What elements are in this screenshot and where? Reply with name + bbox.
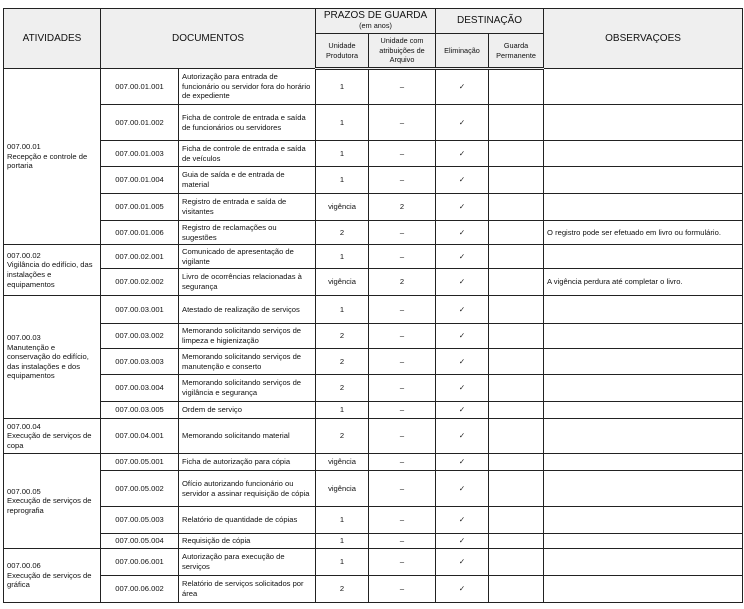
table-row — [4, 194, 743, 221]
unidade-produtora-value: vigência — [316, 194, 369, 221]
eliminacao-check: ✓ — [436, 141, 489, 167]
retention-table — [3, 8, 743, 603]
document-description: Ordem de serviço — [179, 402, 316, 419]
unidade-arquivo-value: – — [369, 245, 436, 269]
unidade-produtora-value: 2 — [316, 419, 369, 454]
eliminacao-check: ✓ — [436, 296, 489, 324]
eliminacao-check: ✓ — [436, 419, 489, 454]
table-row — [4, 349, 743, 375]
unidade-produtora-value: 1 — [316, 296, 369, 324]
document-description: Ficha de controle de entrada e saída de funcionários ou servidores — [179, 105, 316, 141]
table-row — [4, 245, 743, 269]
unidade-arquivo-value: – — [369, 375, 436, 402]
document-code: 007.00.01.006 — [101, 221, 179, 245]
unidade-produtora-value: vigência — [316, 471, 369, 507]
document-description: Memorando solicitando serviços de limpeza e higienização — [179, 324, 316, 349]
header-destinacao: DESTINAÇÃO — [436, 9, 544, 34]
guarda-permanente-value — [489, 324, 544, 349]
document-code: 007.00.03.003 — [101, 349, 179, 375]
unidade-produtora-value: 1 — [316, 69, 369, 105]
observacao — [544, 69, 743, 105]
document-description: Registro de reclamações ou sugestões — [179, 221, 316, 245]
document-description: Relatório de serviços solicitados por área — [179, 576, 316, 603]
table-row — [4, 141, 743, 167]
prazos-subtitle: (em anos) — [359, 21, 392, 30]
eliminacao-check: ✓ — [436, 402, 489, 419]
observacao — [544, 167, 743, 194]
guarda-permanente-value — [489, 375, 544, 402]
document-code: 007.00.03.002 — [101, 324, 179, 349]
eliminacao-check: ✓ — [436, 576, 489, 603]
observacao — [544, 471, 743, 507]
eliminacao-check: ✓ — [436, 471, 489, 507]
table-row — [4, 105, 743, 141]
table-body — [4, 69, 743, 603]
document-code: 007.00.01.001 — [101, 69, 179, 105]
unidade-arquivo-value: – — [369, 402, 436, 419]
activity-code: 007.00.03 — [7, 333, 41, 343]
unidade-produtora-value: 2 — [316, 375, 369, 402]
unidade-produtora-value: 1 — [316, 105, 369, 141]
activity-name: Execução de serviços de reprografia — [7, 496, 92, 515]
document-code: 007.00.04.001 — [101, 419, 179, 454]
eliminacao-check: ✓ — [436, 549, 489, 576]
table-row — [4, 375, 743, 402]
observacao — [544, 324, 743, 349]
eliminacao-check: ✓ — [436, 69, 489, 105]
activity-cell — [4, 69, 101, 245]
unidade-arquivo-value: – — [369, 324, 436, 349]
eliminacao-check: ✓ — [436, 245, 489, 269]
unidade-arquivo-value: – — [369, 105, 436, 141]
activity-cell — [4, 296, 101, 419]
activity-code: 007.00.05 — [7, 486, 41, 496]
activity-name: Vigilância do edifício, das instalações e equipamentos — [7, 260, 93, 289]
unidade-produtora-value: vigência — [316, 269, 369, 296]
header-guarda-permanente: Guarda Permanente — [489, 34, 544, 69]
activity-code: 007.00.04 — [7, 421, 41, 431]
document-description: Autorização para entrada de funcionário ou servidor fora do horário de expediente — [179, 69, 316, 105]
table-row — [4, 324, 743, 349]
guarda-permanente-value — [489, 507, 544, 534]
eliminacao-check: ✓ — [436, 194, 489, 221]
guarda-permanente-value — [489, 471, 544, 507]
eliminacao-check: ✓ — [436, 269, 489, 296]
table-row — [4, 221, 743, 245]
document-code: 007.00.05.001 — [101, 454, 179, 471]
eliminacao-check: ✓ — [436, 454, 489, 471]
table-row — [4, 69, 743, 105]
unidade-arquivo-value: – — [369, 454, 436, 471]
unidade-produtora-value: vigência — [316, 454, 369, 471]
eliminacao-check: ✓ — [436, 324, 489, 349]
unidade-arquivo-value: – — [369, 349, 436, 375]
guarda-permanente-value — [489, 349, 544, 375]
observacao — [544, 349, 743, 375]
unidade-produtora-value: 1 — [316, 167, 369, 194]
eliminacao-check: ✓ — [436, 349, 489, 375]
document-code: 007.00.02.001 — [101, 245, 179, 269]
unidade-arquivo-value: – — [369, 549, 436, 576]
activity-cell — [4, 549, 101, 603]
unidade-arquivo-value: – — [369, 419, 436, 454]
observacao — [544, 534, 743, 549]
header-unidade-arquivo: Unidade com atribuições de Arquivo — [369, 34, 436, 69]
unidade-produtora-value: 2 — [316, 576, 369, 603]
document-description: Comunicado de apresentação de vigilante — [179, 245, 316, 269]
activity-name: Execução de serviços de gráfica — [7, 570, 92, 590]
guarda-permanente-value — [489, 454, 544, 471]
guarda-permanente-value — [489, 194, 544, 221]
document-code: 007.00.03.005 — [101, 402, 179, 419]
observacao — [544, 507, 743, 534]
unidade-arquivo-value: 2 — [369, 194, 436, 221]
document-description: Registro de entrada e saída de visitantes — [179, 194, 316, 221]
unidade-produtora-value: 1 — [316, 549, 369, 576]
header-observacoes: OBSERVAÇOES — [544, 9, 743, 69]
document-code: 007.00.02.002 — [101, 269, 179, 296]
table-row — [4, 296, 743, 324]
unidade-arquivo-value: – — [369, 471, 436, 507]
document-code: 007.00.03.004 — [101, 375, 179, 402]
unidade-arquivo-value: – — [369, 69, 436, 105]
activity-cell — [4, 419, 101, 454]
guarda-permanente-value — [489, 576, 544, 603]
unidade-arquivo-value: – — [369, 167, 436, 194]
eliminacao-check: ✓ — [436, 221, 489, 245]
document-description: Relatório de quantidade de cópias — [179, 507, 316, 534]
activity-cell — [4, 245, 101, 296]
unidade-produtora-value: 2 — [316, 349, 369, 375]
document-code: 007.00.05.004 — [101, 534, 179, 549]
observacao — [544, 419, 743, 454]
table-row — [4, 576, 743, 603]
document-code: 007.00.05.002 — [101, 471, 179, 507]
unidade-arquivo-value: 2 — [369, 269, 436, 296]
guarda-permanente-value — [489, 105, 544, 141]
eliminacao-check: ✓ — [436, 167, 489, 194]
table-row — [4, 534, 743, 549]
activity-name: Recepção e controle de portaria — [7, 151, 88, 171]
eliminacao-check: ✓ — [436, 375, 489, 402]
unidade-arquivo-value: – — [369, 141, 436, 167]
document-description: Requisição de cópia — [179, 534, 316, 549]
guarda-permanente-value — [489, 269, 544, 296]
document-code: 007.00.05.003 — [101, 507, 179, 534]
unidade-produtora-value: 1 — [316, 245, 369, 269]
unidade-arquivo-value: – — [369, 507, 436, 534]
guarda-permanente-value — [489, 534, 544, 549]
header-unidade-produtora: Unidade Produtora — [316, 34, 369, 69]
unidade-produtora-value: 2 — [316, 221, 369, 245]
observacao — [544, 105, 743, 141]
table-row — [4, 419, 743, 454]
unidade-produtora-value: 1 — [316, 534, 369, 549]
unidade-arquivo-value: – — [369, 296, 436, 324]
guarda-permanente-value — [489, 549, 544, 576]
unidade-arquivo-value: – — [369, 534, 436, 549]
unidade-produtora-value: 1 — [316, 507, 369, 534]
guarda-permanente-value — [489, 296, 544, 324]
document-description: Memorando solicitando serviços de manutenção e conserto — [179, 349, 316, 375]
activity-code: 007.00.02 — [7, 250, 41, 260]
prazos-title: PRAZOS DE GUARDA — [323, 10, 428, 22]
observacao — [544, 549, 743, 576]
table-row — [4, 507, 743, 534]
table-row — [4, 269, 743, 296]
guarda-permanente-value — [489, 245, 544, 269]
observacao — [544, 402, 743, 419]
unidade-produtora-value: 1 — [316, 402, 369, 419]
activity-name: Execução de serviços de copa — [7, 431, 92, 450]
unidade-arquivo-value: – — [369, 576, 436, 603]
document-description: Autorização para execução de serviços — [179, 549, 316, 576]
header-atividades: ATIVIDADES — [4, 9, 101, 69]
document-code: 007.00.01.003 — [101, 141, 179, 167]
table-row — [4, 471, 743, 507]
header-prazos — [316, 9, 436, 34]
document-description: Memorando solicitando material — [179, 419, 316, 454]
observacao: O registro pode ser efetuado em livro ou formulário. — [544, 221, 743, 245]
header-documentos: DOCUMENTOS — [101, 9, 316, 69]
guarda-permanente-value — [489, 141, 544, 167]
document-description: Ficha de autorização para cópia — [179, 454, 316, 471]
eliminacao-check: ✓ — [436, 507, 489, 534]
table-row — [4, 167, 743, 194]
document-code: 007.00.01.002 — [101, 105, 179, 141]
activity-code: 007.00.06 — [7, 561, 41, 571]
table-row — [4, 549, 743, 576]
unidade-produtora-value: 2 — [316, 324, 369, 349]
header-eliminacao: Eliminação — [436, 34, 489, 69]
document-code: 007.00.01.004 — [101, 167, 179, 194]
document-description: Memorando solicitando serviços de vigilância e segurança — [179, 375, 316, 402]
document-code: 007.00.06.001 — [101, 549, 179, 576]
unidade-arquivo-value: – — [369, 221, 436, 245]
eliminacao-check: ✓ — [436, 105, 489, 141]
document-code: 007.00.01.005 — [101, 194, 179, 221]
guarda-permanente-value — [489, 402, 544, 419]
document-code: 007.00.06.002 — [101, 576, 179, 603]
document-description: Ofício autorizando funcionário ou servidor a assinar requisição de cópia — [179, 471, 316, 507]
activity-name: Manutenção e conservação do edifício, das instalações e dos equipamentos — [7, 342, 89, 381]
activity-cell — [4, 454, 101, 549]
observacao — [544, 141, 743, 167]
observacao — [544, 296, 743, 324]
table-row — [4, 402, 743, 419]
observacao — [544, 245, 743, 269]
guarda-permanente-value — [489, 221, 544, 245]
document-description: Atestado de realização de serviços — [179, 296, 316, 324]
document-description: Guia de saída e de entrada de material — [179, 167, 316, 194]
observacao — [544, 194, 743, 221]
document-code: 007.00.03.001 — [101, 296, 179, 324]
guarda-permanente-value — [489, 419, 544, 454]
observacao — [544, 576, 743, 603]
eliminacao-check: ✓ — [436, 534, 489, 549]
document-description: Ficha de controle de entrada e saída de veículos — [179, 141, 316, 167]
document-description: Livro de ocorrências relacionadas à segurança — [179, 269, 316, 296]
guarda-permanente-value — [489, 69, 544, 105]
observacao — [544, 375, 743, 402]
activity-code: 007.00.01 — [7, 142, 41, 152]
table-row — [4, 454, 743, 471]
observacao — [544, 454, 743, 471]
guarda-permanente-value — [489, 167, 544, 194]
unidade-produtora-value: 1 — [316, 141, 369, 167]
observacao: A vigência perdura até completar o livro. — [544, 269, 743, 296]
